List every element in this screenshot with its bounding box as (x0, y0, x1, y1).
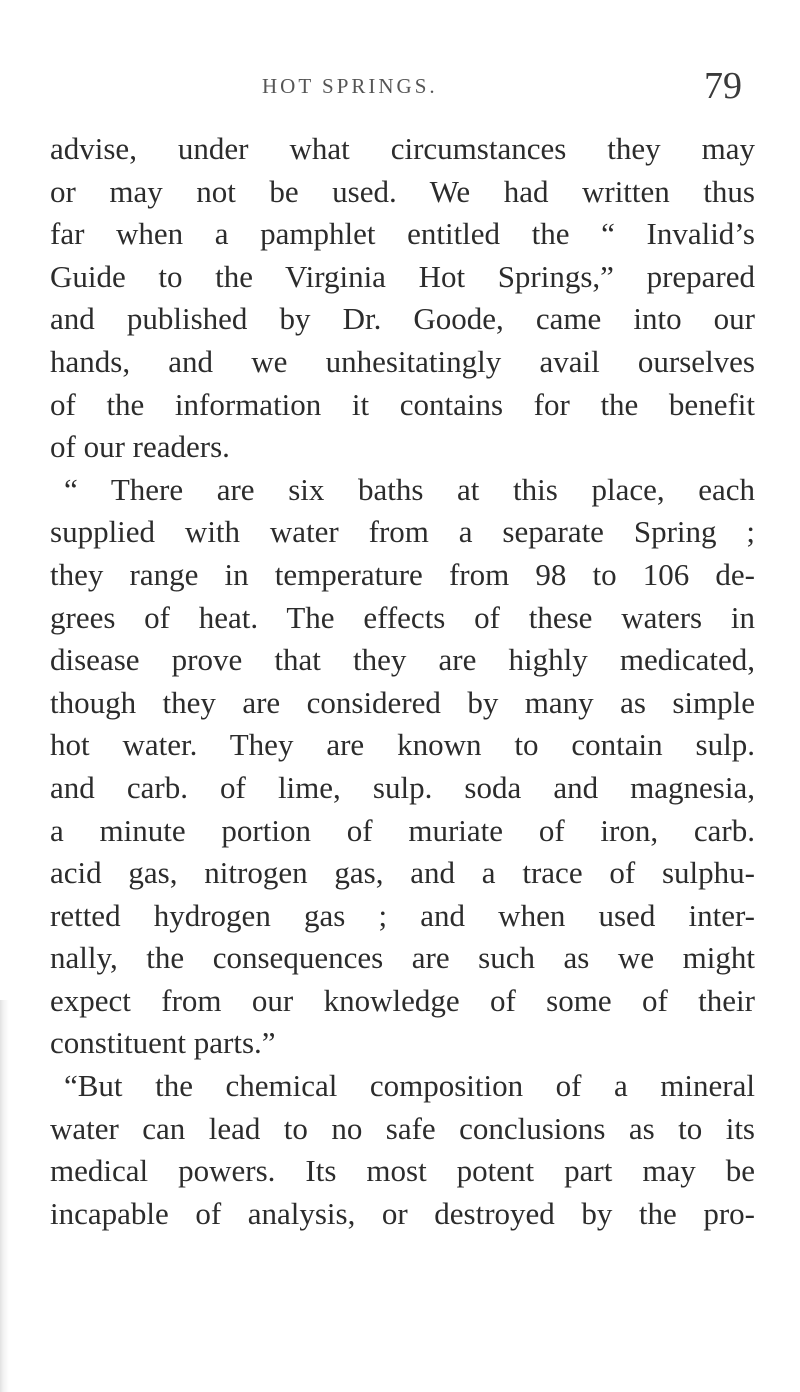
text-line: acid gas, nitrogen gas, and a trace of sulphu- (50, 855, 755, 891)
text-line: or may not be used. We had written thus (50, 173, 755, 209)
text-line: grees of heat. The effects of these waters in (50, 599, 755, 635)
page-number: 79 (704, 65, 742, 107)
text-line: retted hydrogen gas ; and when used inter- (50, 897, 755, 933)
text-line: and carb. of lime, sulp. soda and magnesia, (50, 769, 755, 805)
text-line: though they are considered by many as simple (50, 684, 755, 720)
text-line: supplied with water from a separate Spring ; (50, 514, 755, 550)
running-head (40, 64, 760, 114)
text-line: hands, and we unhesitatingly avail ourselves (50, 343, 755, 379)
text-line: of the information it contains for the benefit (50, 386, 755, 422)
text-line: water can lead to no safe conclusions as to its (50, 1110, 755, 1146)
text-line: and published by Dr. Goode, came into our (50, 301, 755, 337)
text-line: Guide to the Virginia Hot Springs,” prepared (50, 258, 755, 294)
text-line: hot water. They are known to contain sulp. (50, 727, 755, 763)
text-line: medical powers. Its most potent part may be (50, 1153, 755, 1189)
text-line: constituent parts.” (50, 1025, 276, 1061)
text-line: “But the chemical composition of a mineral (64, 1068, 755, 1104)
text-line: nally, the consequences are such as we might (50, 940, 755, 976)
text-line: “ There are six baths at this place, each (64, 471, 755, 507)
text-line: expect from our knowledge of some of their (50, 982, 755, 1018)
running-title: HOT SPRINGS. (262, 74, 438, 98)
text-line: far when a pamphlet entitled the “ Invalid’s (50, 216, 755, 252)
body-text (50, 128, 755, 1235)
scan-edge-shadow (0, 1000, 10, 1392)
text-line: incapable of analysis, or destroyed by the pro- (50, 1195, 755, 1231)
text-line: a minute portion of muriate of iron, carb. (50, 812, 755, 848)
text-line: advise, under what circumstances they may (50, 131, 755, 166)
text-line: disease prove that they are highly medicated, (50, 642, 755, 678)
text-line: of our readers. (50, 429, 230, 465)
text-line: they range in temperature from 98 to 106 de- (50, 556, 755, 592)
